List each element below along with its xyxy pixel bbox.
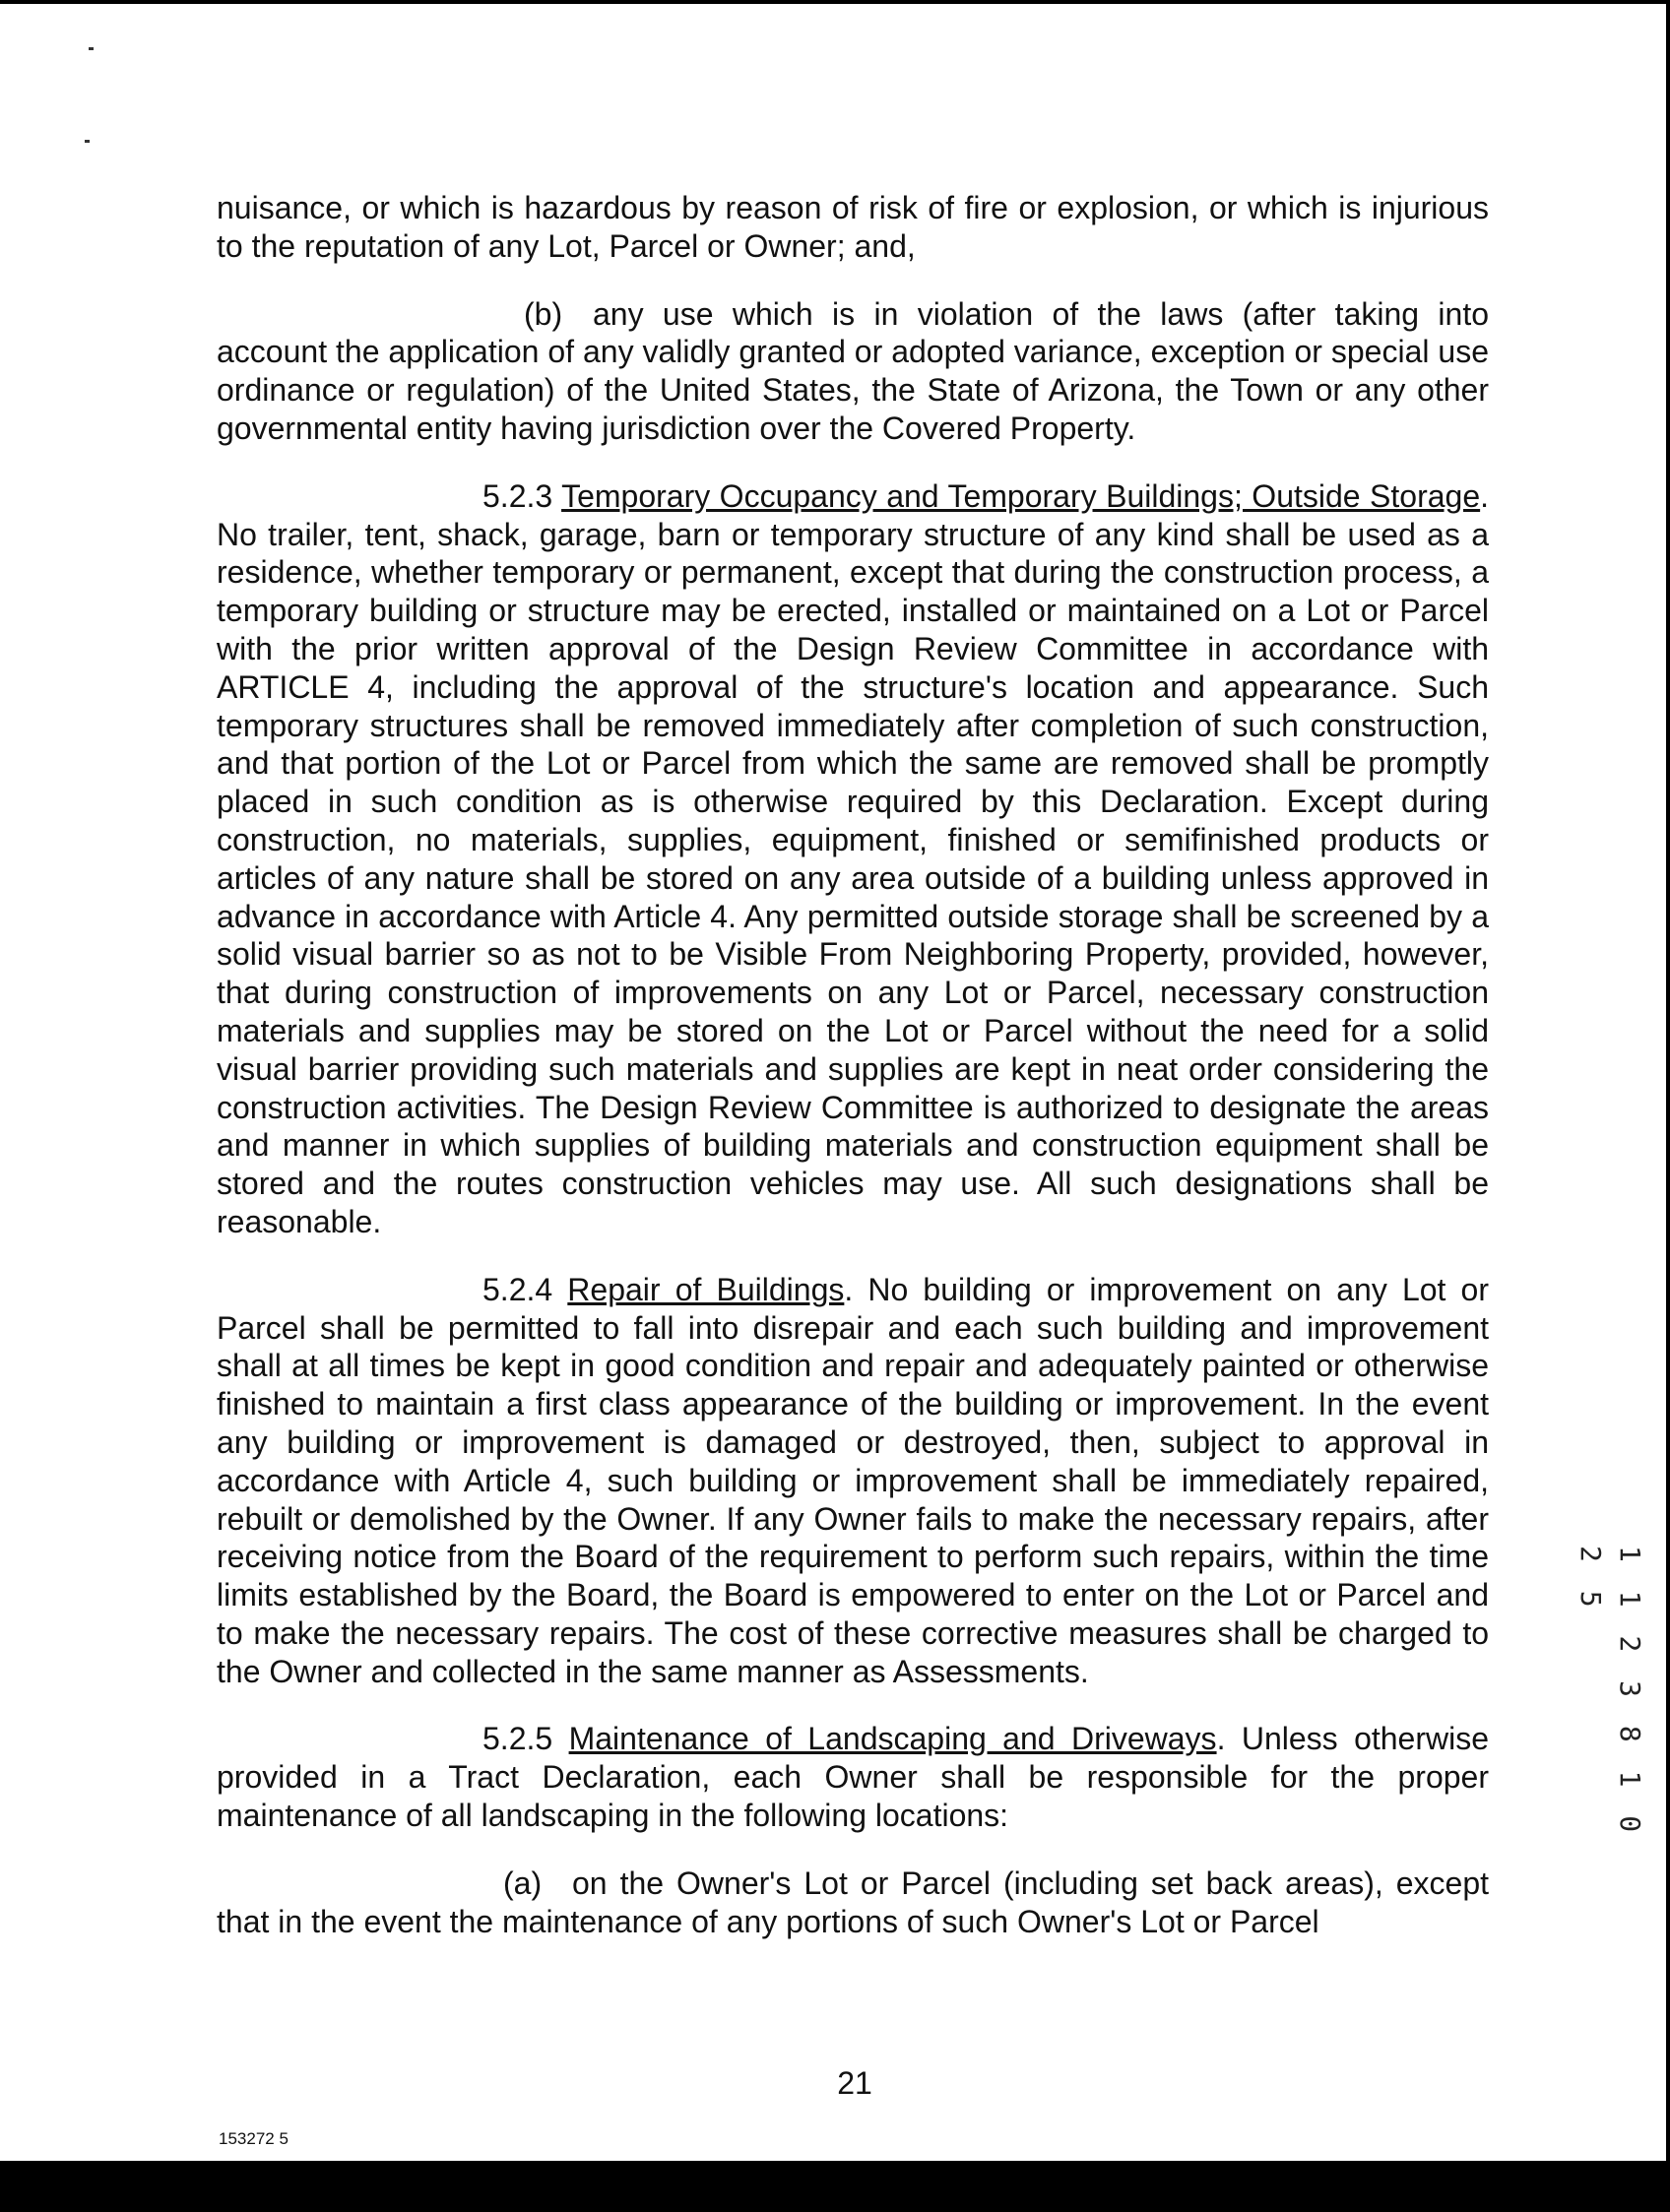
item-label: (a) [503, 1864, 543, 1901]
section-5-2-3: 5.2.3 Temporary Occupancy and Temporary Buildings; Outside Storage. No trailer, tent, shack, garage, barn or temporary structure of any kind shall be used as a residence, whether temporary or permanent, except that during the construction process, a temporary building or structure may be erected, installed or maintained on a Lot or Parcel with the prior written approval of the Design Review Committee in accordance with ARTICLE 4, including the approval of the structure's location and appearance. Such temporary structures shall be removed immediately after completion of such construction, and that portion of the Lot or Parcel from which the same are removed shall be promptly placed in such condition as is otherwise required by this Declaration. Except during construction, no materials, supplies, equipment, finished or semifinished products or articles of any nature shall be stored on any area outside of a building unless approved in advance in accordance with Article 4. Any permitted outside storage shall be screened by a solid visual barrier so as not to be Visible From Neighboring Property, provided, however, that during construction of improvements on any Lot or Parcel, necessary construction materials and supplies may be stored on the Lot or Parcel without the need for a solid visual barrier providing such materials and supplies are kept in neat order considering the construction activities. The Design Review Committee is authorized to designate the areas and manner in which supplies of building materials and construction equipment shall be stored and the routes construction vehicles may use. All such designations shall be reasonable. [217, 477, 1490, 1239]
document-body [217, 189, 1489, 1940]
paragraph-continuation: nuisance, or which is hazardous by reason of risk of fire or explosion, or which is injurious to the reputation of any Lot, Parcel or Owner; and, [217, 190, 1489, 264]
scan-speck [85, 140, 90, 143]
paragraph-item-a: (a) on the Owner's Lot or Parcel (including set back areas), except that in the event the maintenance of any portions of such Owner's Lot or Parcel [217, 1864, 1489, 1939]
section-5-2-4: 5.2.4 Repair of Buildings. No building or improvement on any Lot or Parcel shall be permitted to fall into disrepair and each such building and improvement shall at all times be kept in good condition and repair and adequately painted or otherwise finished to maintain a first class appearance of the building or improvement. In the event any building or improvement is damaged or destroyed, then, subject to approval in accordance with Article 4, such building or improvement shall be immediately repaired, rebuilt or demolished by the Owner. If any Owner fails to make the necessary repairs, after receiving notice from the Board of the requirement to perform such repairs, within the time limits established by the Board, the Board is empowered to enter on the Lot or Parcel and to make the necessary repairs. The cost of these corrective measures shall be charged to the Owner and collected in the same manner as Assessments. [217, 1271, 1489, 1689]
scan-speck [89, 47, 94, 50]
scan-border-bottom [0, 2161, 1670, 2212]
document-id: 153272 5 [219, 2129, 289, 2148]
section-number: 5.2.3 [482, 477, 553, 514]
section-heading: Maintenance of Landscaping and Driveways [568, 1721, 1217, 1757]
section-number: 5.2.4 [482, 1271, 553, 1307]
scan-border-right [1666, 0, 1670, 2166]
section-heading: Repair of Buildings [567, 1271, 845, 1307]
section-heading: Temporary Occupancy and Temporary Buildings; Outside Storage [561, 477, 1481, 514]
item-label: (b) [524, 295, 563, 332]
page-number: 21 [837, 2065, 872, 2101]
paragraph-item-b: (b) any use which is in violation of the laws (after taking into account the application of any validly granted or adopted variance, exception or special use ordinance or regulation) of the United States, the State of Arizona, the Town or any other governmental entity having jurisdiction over the Covered Property. [217, 295, 1489, 446]
recording-stamp: 1 1 2 3 8 1 0 2 5 [1574, 1546, 1646, 1839]
section-number: 5.2.5 [482, 1721, 553, 1757]
section-5-2-5: 5.2.5 Maintenance of Landscaping and Driveways. Unless otherwise provided in a Tract Declaration, each Owner shall be responsible for the proper maintenance of all landscaping in the following locations: [217, 1721, 1490, 1834]
scan-border-top [0, 0, 1670, 4]
